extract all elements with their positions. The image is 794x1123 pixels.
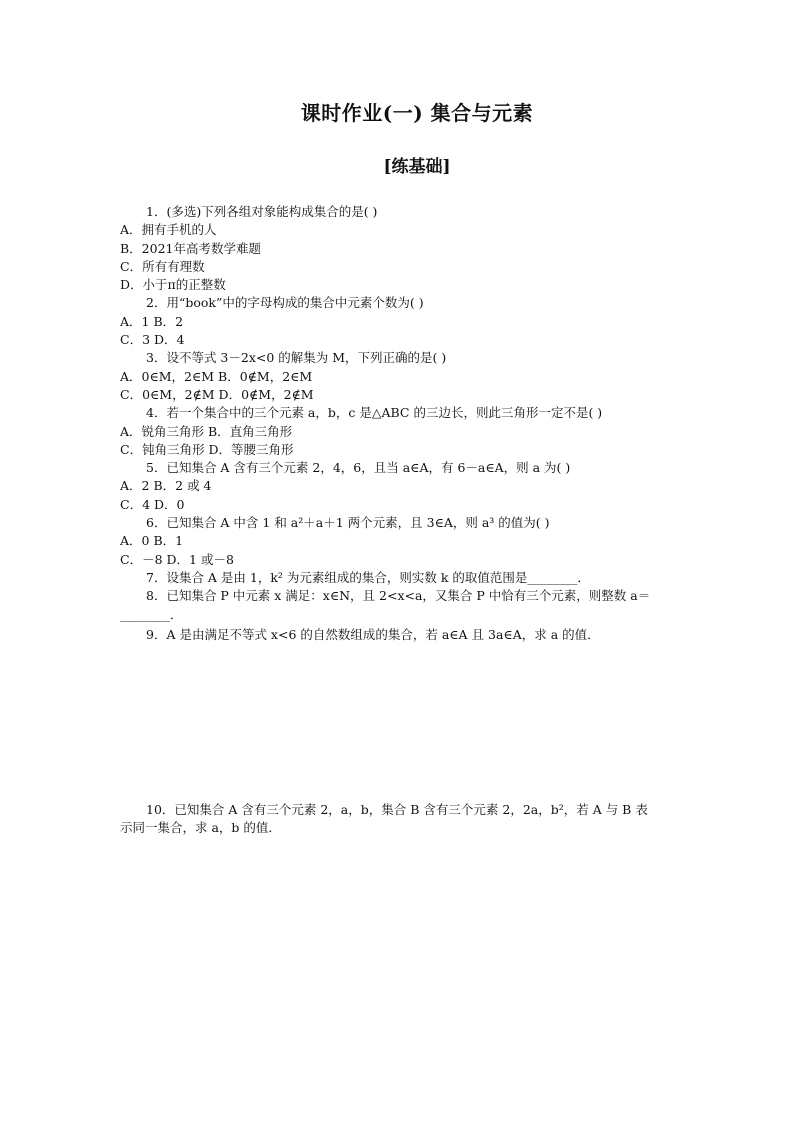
question-2-options-ab: A．1 B．2 — [120, 313, 184, 329]
question-4: 4．若一个集合中的三个元素 a，b，c 是△ABC 的三边长，则此三角形一定不是( ) — [146, 405, 603, 421]
question-3-options-ab: A．0∈M，2∈M B．0∉M，2∈M — [120, 368, 313, 384]
question-1-option-d: D．小于π的正整数 — [120, 277, 226, 293]
question-2: 2．用“book”中的字母构成的集合中元素个数为( ) — [146, 295, 424, 311]
question-10-line-1: 10．已知集合 A 含有三个元素 2，a，b，集合 B 含有三个元素 2，2a，b²，若 A 与 B 表 — [146, 802, 648, 817]
question-6: 6．已知集合 A 中含 1 和 a²＋a＋1 两个元素，且 3∈A，则 a³ 的值为( ) — [146, 515, 550, 531]
question-6-options-cd: C．－8 D．1 或－8 — [120, 551, 234, 567]
question-3: 3．设不等式 3－2x<0 的解集为 M，下列正确的是( ) — [146, 350, 447, 366]
question-10 — [120, 800, 680, 837]
question-1-option-b: B．2021年高考数学难题 — [120, 240, 261, 256]
question-6-options-ab: A．0 B．1 — [120, 533, 184, 549]
question-3-options-cd: C．0∈M，2∉M D．0∉M，2∉M — [120, 386, 314, 402]
question-7: 7．设集合 A 是由 1，k² 为元素组成的集合，则实数 k 的取值范围是________． — [146, 569, 590, 585]
page-title: 课时作业(一) 集合与元素 — [300, 101, 534, 125]
section-title: [练基础] — [383, 157, 451, 177]
question-list — [120, 203, 680, 644]
question-4-options-cd: C．钝角三角形 D．等腰三角形 — [120, 441, 294, 457]
question-10-line-2: 示同一集合，求 a，b 的值． — [120, 820, 281, 836]
question-5: 5．已知集合 A 含有三个元素 2，4，6，且当 a∈A，有 6－a∈A，则 a 为( ) — [146, 460, 571, 476]
question-8: 8．已知集合 P 中元素 x 满足：x∈N，且 2<x<a，又集合 P 中恰有三个元素，则整数 a＝ — [146, 588, 651, 604]
question-1-option-a: A．拥有手机的人 — [120, 222, 217, 238]
question-8-blank: ________． — [120, 606, 183, 622]
question-2-options-cd: C．3 D．4 — [120, 332, 185, 348]
question-9: 9．A 是由满足不等式 x<6 的自然数组成的集合，若 a∈A 且 3a∈A，求 a 的值． — [146, 626, 600, 642]
question-1: 1．(多选)下列各组对象能构成集合的是( ) — [146, 204, 378, 219]
question-5-options-ab: A．2 B．2 或 4 — [120, 478, 212, 494]
question-4-options-ab: A．锐角三角形 B．直角三角形 — [120, 423, 293, 439]
question-1-option-c: C．所有有理数 — [120, 258, 205, 274]
question-5-options-cd: C．4 D．0 — [120, 496, 185, 512]
